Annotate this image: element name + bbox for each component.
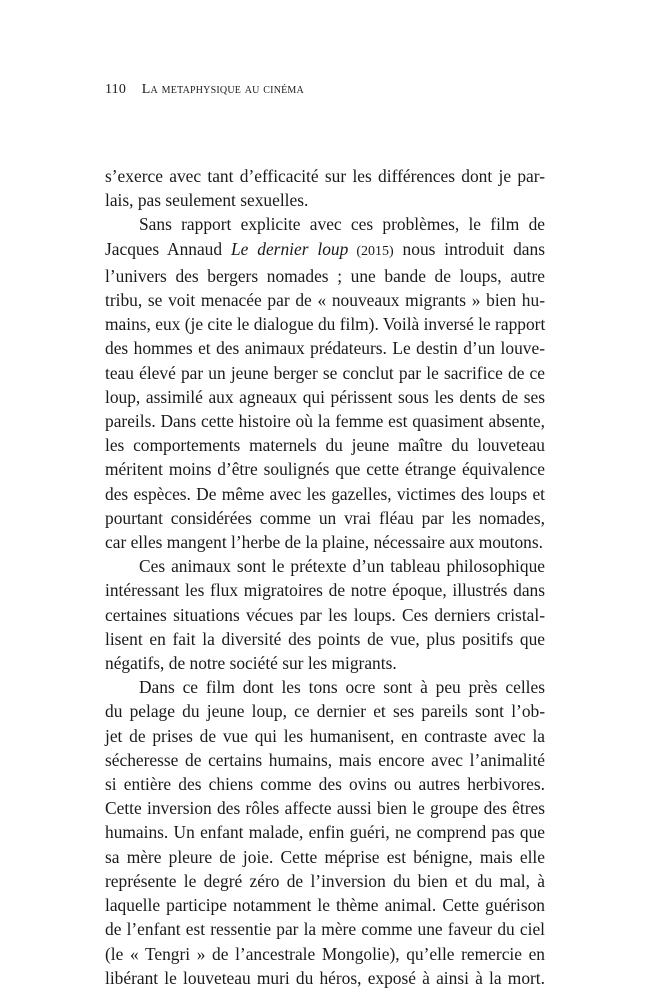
text-line: laquelle participe notamment le thème animal. Cette guérison — [105, 895, 545, 916]
text-line: certaines situations vécues par les loups. Ces derniers cristal- — [105, 604, 545, 625]
text-line: Ces animaux sont le prétexte d’un tableau philosophique — [139, 556, 545, 577]
text-line: l’univers des bergers nomades ; une bande de loups, autre — [105, 265, 545, 286]
text-line: loup, assimilé aux agneaux qui périssent sous les dents de ses — [105, 386, 545, 407]
text-line: lisent en fait la diversité des points de vue, plus positifs que — [105, 628, 545, 649]
text-line: sécheresse de certains humains, mais encore avec l’animalité — [105, 749, 545, 770]
text-line: lais, pas seulement sexuelles. — [105, 190, 309, 211]
text-line: intéressant les flux migratoires de notre époque, illustrés dans — [105, 580, 545, 601]
line-segment: nous introduit dans — [393, 238, 545, 259]
film-year: (2015) — [348, 243, 394, 259]
text-line: s’exerce avec tant d’efficacité sur les différences dont je par- — [105, 166, 545, 186]
text-line: humains. Un enfant malade, enfin guéri, ne comprend pas que — [105, 822, 545, 843]
text-line: Cette inversion des rôles affecte aussi bien le groupe des êtres — [105, 798, 545, 819]
body-text — [105, 164, 545, 990]
running-head — [105, 82, 304, 98]
text-line: teau élevé par un jeune berger se conclut par le sacrifice de ce — [105, 362, 545, 383]
text-line: Dans ce film dont les tons ocre sont à peu près celles — [139, 677, 545, 698]
text-line: jet de prises de vue qui les humanisent, en contraste avec la — [105, 725, 545, 746]
text-line: des hommes et des animaux prédateurs. Le destin d’un louve- — [105, 338, 545, 359]
text-line: de l’enfant est ressentie par la mère comme une faveur du ciel — [105, 919, 545, 940]
text-line: pareils. Dans cette histoire où la femme est quasiment absente, — [105, 411, 545, 432]
text-line: représente le degré zéro de l’inversion du bien et du mal, à — [105, 870, 545, 891]
text-line: tribu, se voit menacée par de « nouveaux migrants » bien hu- — [105, 290, 545, 311]
page-number: 110 — [105, 82, 127, 97]
text-line: les comportements maternels du jeune maître du louveteau — [105, 435, 545, 456]
text-line: mains, eux (je cite le dialogue du film). Voilà inversé le rapport — [105, 314, 546, 335]
text-line: pourtant considérées comme un vrai fléau par les nomades, — [105, 507, 545, 528]
text-line: libérant le louveteau muri du héros, exposé à ainsi à la mort. — [105, 967, 545, 988]
text-line: méritent moins d’être soulignés que cette étrange équivalence — [105, 459, 545, 480]
text-line: car elles mangent l’herbe de la plaine, nécessaire aux moutons. — [105, 532, 543, 553]
line-segment: Jacques Annaud — [105, 238, 231, 259]
text-line: du pelage du jeune loup, ce dernier et ses pareils sont l’ob- — [105, 701, 545, 722]
film-title: Le dernier loup — [230, 238, 349, 259]
book-title: La metaphysique au cinéma — [141, 82, 304, 97]
text-line: sa mère pleure de joie. Cette méprise est bénigne, mais elle — [105, 846, 545, 867]
text-line: négatifs, de notre société sur les migrants. — [105, 653, 397, 674]
text-line: Sans rapport explicite avec ces problèmes, le film de — [139, 214, 545, 235]
text-line: (le « Tengri » de l’ancestrale Mongolie), qu’elle remercie en — [105, 943, 545, 964]
text-line — [105, 237, 545, 264]
text-line: si entière des chiens comme des ovins ou autres herbivores. — [105, 774, 545, 795]
text-line: des espèces. De même avec les gazelles, victimes des loups et — [105, 483, 545, 504]
